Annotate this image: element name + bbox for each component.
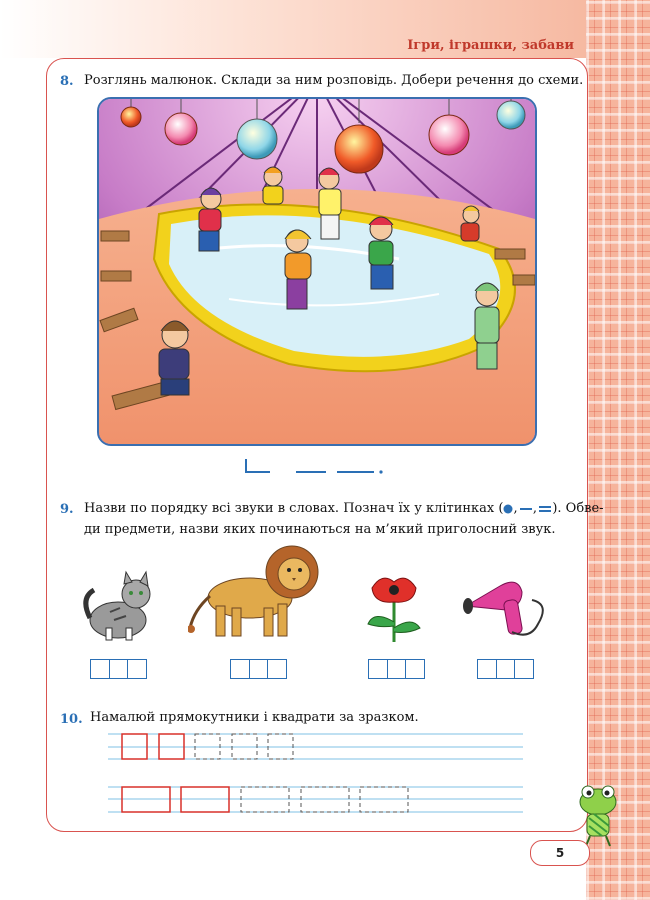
sound-cell[interactable]: [249, 659, 269, 679]
task-9-instruction-line1: Назви по порядку всі звуки в словах. Познач їх у клітинках ( , , ). Обве-: [84, 501, 604, 516]
chapter-title: Ігри, іграшки, забави: [407, 38, 574, 53]
sound-cell[interactable]: [109, 659, 129, 679]
sound-cells-poppy[interactable]: [368, 659, 424, 679]
task-10-number: 10.: [60, 712, 83, 727]
sound-cells-hair-dryer[interactable]: [477, 659, 533, 679]
vowel-dot-icon: [503, 504, 513, 514]
sound-cell[interactable]: [496, 659, 516, 679]
poppy-picture: [362, 570, 426, 644]
page-number: 5: [530, 840, 590, 866]
sound-cells-cat[interactable]: [90, 659, 146, 679]
drawing-lines-rectangles[interactable]: [108, 782, 523, 822]
hard-consonant-dash-icon: [519, 504, 533, 514]
skating-rink-illustration: [97, 97, 537, 446]
task-9-text-b: ). Обве-: [552, 501, 604, 516]
task-8-number: 8.: [60, 74, 74, 89]
sound-cell[interactable]: [477, 659, 497, 679]
task-9-instruction-line2: ди предмети, назви яких починаються на м’який приголосний звук.: [84, 522, 556, 537]
sound-cell[interactable]: [230, 659, 250, 679]
drawing-lines-squares[interactable]: [108, 730, 523, 770]
sound-cell[interactable]: [267, 659, 287, 679]
sound-cell[interactable]: [514, 659, 534, 679]
plaid-margin-decoration: [586, 0, 650, 900]
sound-cell[interactable]: [127, 659, 147, 679]
task-10-instruction: Намалюй прямокутники і квадрати за зразком.: [90, 710, 419, 725]
sound-cell[interactable]: [387, 659, 407, 679]
task-8-instruction: Розглянь малюнок. Склади за ним розповідь. Добери речення до схеми.: [84, 73, 584, 88]
task-9-text-a: Назви по порядку всі звуки в словах. Познач їх у клітинках (: [84, 501, 504, 516]
sound-cell[interactable]: [90, 659, 110, 679]
lion-picture: [188, 540, 324, 642]
hair-dryer-picture: [460, 560, 550, 642]
sentence-scheme: [244, 457, 394, 477]
cat-picture: [80, 568, 154, 644]
soft-consonant-double-dash-icon: [538, 504, 552, 514]
sound-cell[interactable]: [368, 659, 388, 679]
sound-cells-lion[interactable]: [230, 659, 286, 679]
task-9-number: 9.: [60, 502, 74, 517]
frog-mascot-icon: [572, 782, 624, 848]
sound-cell[interactable]: [405, 659, 425, 679]
